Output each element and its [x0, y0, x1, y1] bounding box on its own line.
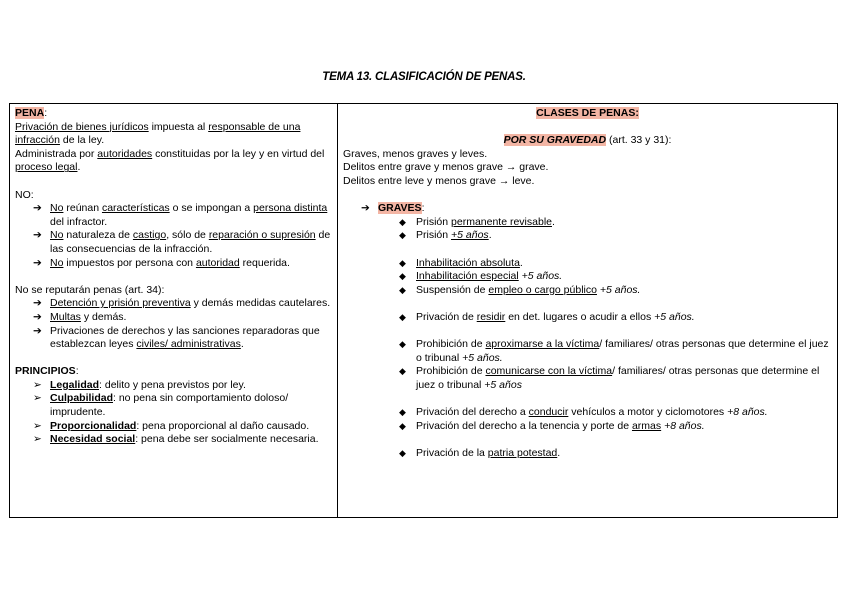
triangle-icon: ➢	[33, 419, 42, 432]
norep-item	[15, 311, 332, 325]
diamond-icon: ◆	[399, 257, 406, 268]
arrow-icon: ➔	[33, 229, 42, 242]
arrow-icon: ➔	[33, 310, 42, 323]
norep-2a: Multas	[50, 310, 81, 323]
norep-item	[15, 325, 332, 352]
def1-b: impuesta al	[148, 120, 209, 133]
arrow-icon: ➔	[33, 202, 42, 215]
graves-item	[343, 406, 832, 420]
g4b: +5 años.	[518, 270, 563, 283]
no-item-c: características	[101, 202, 170, 215]
gravedad-heading	[343, 134, 832, 148]
principio-name: Legalidad	[50, 378, 100, 391]
g6b: residir	[476, 310, 506, 323]
diamond-icon: ◆	[399, 271, 406, 282]
left-column	[10, 104, 338, 518]
norep-1b: y demás medidas cautelares.	[190, 297, 331, 310]
graves-item	[343, 420, 832, 434]
def2-b: autoridades	[97, 147, 153, 160]
arrow-icon: ➔	[33, 297, 42, 310]
principios-colon: :	[75, 365, 79, 378]
g6d: +5 años.	[654, 310, 695, 323]
gravedad-heading-text: POR SU GRAVEDAD	[503, 134, 607, 147]
gravedad-ref: (art. 33 y 31):	[606, 134, 672, 147]
g2b: +5 años	[451, 229, 489, 242]
gravedad-line-1: Graves, menos graves y leves.	[343, 147, 488, 160]
diamond-icon: ◆	[399, 339, 406, 350]
no-item-d: , sólo de	[166, 229, 209, 242]
principio-item	[15, 420, 332, 434]
right-column	[338, 104, 838, 518]
g8a: Prohibición de	[416, 365, 486, 378]
no-item-f: de las consecuencias de la infracción.	[50, 229, 331, 255]
g4a: Inhabilitación especial	[416, 270, 519, 283]
pena-definition-2	[15, 148, 332, 175]
graves-heading	[343, 202, 832, 216]
principio-item	[15, 433, 332, 447]
principio-item	[15, 379, 332, 393]
diamond-icon: ◆	[399, 284, 406, 295]
no-item	[15, 229, 332, 256]
no-item-a: No	[50, 202, 64, 215]
graves-item	[343, 311, 832, 325]
content-table	[9, 103, 838, 518]
arrow-icon: ➔	[33, 324, 42, 337]
graves-item	[343, 257, 832, 271]
graves-item	[343, 447, 832, 461]
no-item-e: reparación o supresión	[208, 229, 316, 242]
norep-3a: Privaciones de derechos y las sanciones reparadoras que establezcan leyes	[50, 324, 320, 351]
principio-text: : no pena sin comportamiento doloso/ imprudente.	[50, 392, 289, 419]
no-item	[15, 202, 332, 229]
no-item-f: del infractor.	[50, 215, 108, 228]
g1c: .	[552, 215, 555, 228]
g1b: permanente revisable	[451, 215, 552, 228]
g9b: conducir	[528, 406, 569, 419]
g5c: +5 años.	[596, 283, 641, 296]
no-item-c: autoridad	[195, 256, 240, 269]
principio-item	[15, 392, 332, 419]
g5b: empleo o cargo público	[488, 283, 597, 296]
graves-item	[343, 270, 832, 284]
no-item-b: impuestos por persona con	[63, 256, 196, 269]
no-item-a: No	[50, 256, 64, 269]
g6c: en det. lugares o acudir a ellos	[505, 310, 655, 323]
g7c: / familiares/ otras personas que determine el juez o tribunal	[416, 338, 829, 364]
g8c: / familiares/ otras personas que determine el juez o tribunal	[416, 365, 820, 391]
g7d: +5 años.	[462, 351, 503, 364]
graves-label: GRAVES	[378, 202, 422, 215]
clases-heading-text: CLASES DE PENAS:	[536, 107, 639, 119]
diamond-icon: ◆	[399, 420, 406, 431]
norep-3c: .	[240, 338, 244, 351]
pena-colon: :	[44, 107, 48, 119]
g7a: Prohibición de	[416, 338, 486, 351]
triangle-icon: ➢	[33, 378, 42, 391]
principio-name: Culpabilidad	[50, 392, 113, 405]
no-item-d: o se impongan a	[169, 202, 254, 215]
g9d: +8 años.	[727, 406, 768, 419]
norep-item	[15, 297, 332, 311]
graves-item	[343, 284, 832, 298]
g11a: Privación de la	[416, 446, 488, 459]
diamond-icon: ◆	[399, 311, 406, 322]
diamond-icon: ◆	[399, 447, 406, 458]
arrow-icon: ➔	[33, 256, 42, 269]
principio-text: : delito y pena previstos por ley.	[99, 378, 246, 391]
diamond-icon: ◆	[399, 407, 406, 418]
no-label: NO:	[15, 188, 34, 201]
principio-text: : pena proporcional al daño causado.	[136, 419, 310, 432]
no-item-b: naturaleza de	[63, 229, 133, 242]
diamond-icon: ◆	[399, 216, 406, 227]
norep-2b: y demás.	[80, 310, 127, 323]
no-item-e: persona distinta	[253, 202, 328, 215]
def2-e: .	[77, 161, 81, 174]
norep-1a: Detención y prisión preventiva	[50, 297, 191, 310]
g11b: patria potestad	[487, 446, 558, 459]
no-item-b: reúnan	[63, 202, 102, 215]
gravedad-line-2: Delitos entre grave y menos grave → grave.	[343, 161, 549, 174]
g6a: Privación de	[416, 310, 477, 323]
g10a: Privación del derecho a la tenencia y porte de	[416, 419, 632, 432]
g8d: +5 años	[484, 378, 522, 391]
g10d: +8 años.	[664, 419, 705, 432]
def2-d: proceso legal	[15, 161, 78, 174]
pena-definition-1	[15, 121, 332, 148]
graves-item	[343, 216, 832, 230]
def1-c: responsable de una infracción	[15, 120, 301, 147]
g3a: Inhabilitación absoluta	[416, 256, 520, 269]
def2-a: Administrada por	[15, 147, 98, 160]
pena-heading	[15, 107, 332, 121]
g9c: vehículos a motor y ciclomotores	[568, 406, 728, 419]
principio-text: : pena debe ser socialmente necesaria.	[135, 433, 319, 446]
diamond-icon: ◆	[399, 366, 406, 377]
def1-a: Privación de bienes jurídicos	[15, 120, 149, 133]
norep-3b: civiles/ administrativas	[136, 338, 241, 351]
clases-heading	[343, 107, 832, 121]
principio-name: Necesidad social	[50, 433, 136, 446]
graves-item	[343, 229, 832, 243]
norep-label: No se reputarán penas (art. 34):	[15, 283, 165, 296]
principios-label: PRINCIPIOS	[15, 365, 76, 378]
principios-heading	[15, 365, 332, 379]
g8b: comunicarse con la víctima	[485, 365, 613, 378]
gravedad-line-3: Delitos entre leve y menos grave → leve.	[343, 174, 535, 187]
g3b: .	[519, 256, 523, 269]
document-title: TEMA 13. CLASIFICACIÓN DE PENAS.	[322, 71, 526, 83]
g2c: .	[488, 229, 492, 242]
def2-c: constituidas por la ley y en virtud del	[152, 147, 325, 160]
no-item-c: castigo	[132, 229, 167, 242]
g5a: Suspensión de	[416, 283, 489, 296]
g1a: Prisión	[416, 215, 452, 228]
principio-name: Proporcionalidad	[50, 419, 137, 432]
no-item	[15, 257, 332, 271]
g10b: armas	[631, 419, 662, 432]
no-item-a: No	[50, 229, 64, 242]
pena-label: PENA	[15, 107, 45, 119]
graves-item	[343, 365, 832, 392]
no-item-d: requerida.	[239, 256, 290, 269]
graves-colon: :	[421, 202, 425, 215]
triangle-icon: ➢	[33, 433, 42, 446]
def1-d: de la ley.	[59, 134, 105, 147]
graves-item	[343, 338, 832, 365]
g7b: aproximarse a la víctima	[485, 338, 600, 351]
g2a: Prisión	[416, 229, 452, 242]
g11c: .	[557, 446, 561, 459]
g9a: Privación del derecho a	[416, 406, 529, 419]
diamond-icon: ◆	[399, 230, 406, 241]
triangle-icon: ➢	[33, 392, 42, 405]
arrow-icon: ➔	[361, 202, 370, 215]
